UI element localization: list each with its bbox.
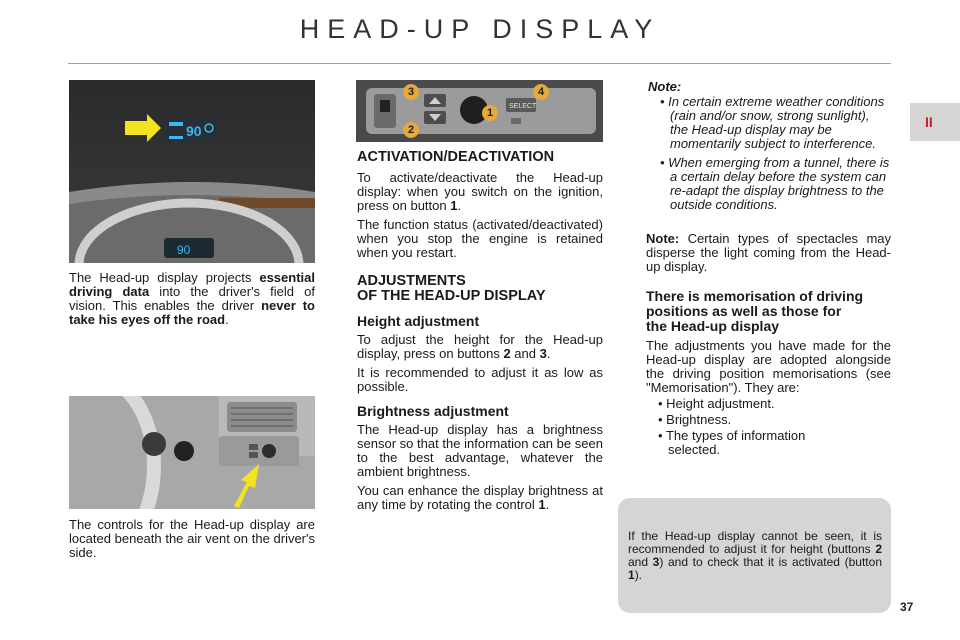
brightness-heading: Brightness adjustment xyxy=(357,403,509,419)
control-panel-illustration xyxy=(356,80,603,142)
height-recommendation: It is recommended to adjust it as low as possible. xyxy=(357,365,603,394)
hud-windscreen-illustration xyxy=(69,80,315,263)
badge-3: 3 xyxy=(403,84,419,100)
svg-text:90: 90 xyxy=(186,123,202,139)
spectacles-note: Note: Certain types of spectacles may disperse the light coming from the Head-up display. xyxy=(646,231,891,274)
note-bullet-weather: • In certain extreme weather conditions (rain and/or snow, strong sunlight), the Head-up display may be momentarily subject to interference. xyxy=(660,94,885,151)
page-number: 37 xyxy=(900,600,914,614)
activation-status-paragraph: The function status (activated/deactivated) when you stop the engine is retained when you restart. xyxy=(357,217,603,260)
page-title: HEAD-UP DISPLAY xyxy=(299,14,661,44)
right-column xyxy=(646,80,891,212)
dashboard-controls-photo xyxy=(69,396,315,509)
hud-windscreen-photo xyxy=(69,80,315,263)
badge-1: 1 xyxy=(482,105,498,121)
controls-location-text: The controls for the Head-up display are located beneath the air vent on the driver's side. xyxy=(69,517,315,560)
activation-heading: ACTIVATION/DEACTIVATION xyxy=(357,149,555,165)
memorisation-paragraph: The adjustments you have made for the Head-up display are adopted alongside the driving position memorisations (see "Memorisation"). They are: xyxy=(646,338,891,395)
badge-4: 4 xyxy=(533,84,549,100)
svg-text:90: 90 xyxy=(177,243,191,257)
memo-item-info-types: • The types of information selected. xyxy=(658,428,806,457)
select-button-label: SELECT xyxy=(509,103,537,110)
memorisation-heading: There is memorisation of driving positions as well as those for the Head-up display xyxy=(646,288,864,334)
brightness-paragraph: The Head-up display has a brightness sensor so that the information can be seen to the best advantage, whatever the ambient brightness. xyxy=(357,422,603,479)
dashboard-illustration xyxy=(69,396,315,509)
title-rule xyxy=(68,63,891,64)
hud-intro-text: The Head-up display projects essential driving data into the driver's field of vision. This enables the driver never to take his eyes off the road. xyxy=(69,270,315,327)
height-heading: Height adjustment xyxy=(357,313,480,329)
memo-item-brightness: • Brightness. xyxy=(658,412,732,427)
note-label: Note: xyxy=(648,79,682,94)
info-box-text: If the Head-up display cannot be seen, it is recommended to adjust it for height (buttons 2 and 3) and to check that it is activated (button 1). xyxy=(628,529,882,582)
middle-column xyxy=(357,150,603,512)
height-paragraph: To adjust the height for the Head-up display, press on buttons 2 and 3. xyxy=(357,332,603,361)
section-tab[interactable]: II xyxy=(910,103,960,141)
brightness-control-paragraph: You can enhance the display brightness at any time by rotating the control 1. xyxy=(357,483,603,512)
memo-item-height: • Height adjustment. xyxy=(658,396,775,411)
note-bullet-tunnel: • When emerging from a tunnel, there is a certain delay before the system can re-adapt the display brightness to the outside conditions. xyxy=(660,155,890,212)
control-panel-photo xyxy=(356,80,603,142)
activation-paragraph: To activate/deactivate the Head-up display: when you switch on the ignition, press on button 1. xyxy=(357,170,603,213)
right-column-lower xyxy=(646,232,891,457)
adjustments-heading: ADJUSTMENTS OF THE HEAD-UP DISPLAY xyxy=(357,273,546,304)
badge-2: 2 xyxy=(403,122,419,138)
